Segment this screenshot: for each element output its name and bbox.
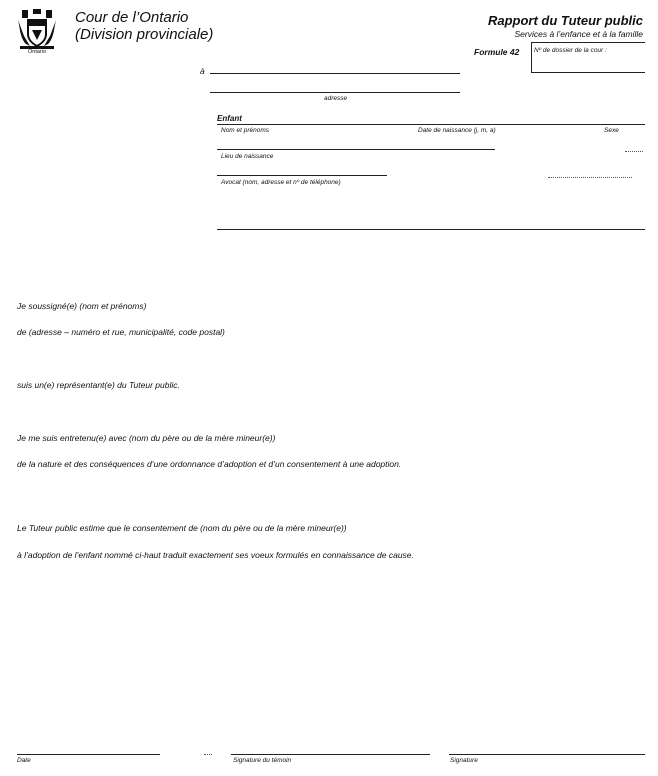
address-line[interactable] <box>210 92 460 93</box>
date-separator <box>204 754 212 755</box>
date-field[interactable] <box>17 754 160 755</box>
nature-statement: de la nature et des conséquences d’une ordonnance d’adoption et d’un consentement à une adoption. <box>17 459 402 469</box>
lawyer-label: Avocat (nom, adresse et nº de téléphone) <box>221 179 341 186</box>
child-birthplace-field[interactable] <box>217 175 387 176</box>
child-top-line <box>217 124 645 125</box>
address-prefix: à <box>200 66 205 76</box>
ontario-coat-of-arms-icon <box>14 8 60 50</box>
form-number: Formule 42 <box>474 47 520 57</box>
adoption-statement: à l’adoption de l’enfant nommé ci-haut traduit exactement ses voeux formulés en connaissance de cause. <box>17 550 414 560</box>
child-extra-field[interactable] <box>548 177 632 178</box>
address-label: adresse <box>324 95 348 102</box>
child-section-label: Enfant <box>217 114 242 123</box>
representative-statement: suis un(e) représentant(e) du Tuteur public. <box>17 380 180 390</box>
report-title: Rapport du Tuteur public <box>487 13 643 28</box>
signature-field[interactable] <box>449 754 645 755</box>
child-sex-label: Sexe <box>604 127 619 134</box>
child-birthplace-label: Lieu de naissance <box>221 153 274 160</box>
child-sex-field[interactable] <box>625 151 643 152</box>
date-label: Date <box>17 757 31 764</box>
child-birthdate-label: Date de naissance (j, m, a) <box>418 127 496 134</box>
child-name-field[interactable] <box>217 149 495 150</box>
address-statement: de (adresse – numéro et rue, municipalité, code postal) <box>17 327 225 337</box>
lawyer-field[interactable] <box>217 229 645 230</box>
report-subtitle: Services à l’enfance et à la famille <box>514 29 643 39</box>
undersigned-statement: Je soussigné(e) (nom et prénoms) <box>17 301 147 311</box>
logo-caption: Ontario <box>28 49 47 55</box>
court-name: Cour de l’Ontario <box>75 9 189 26</box>
interview-statement: Je me suis entretenu(e) avec (nom du père ou de la mère mineur(e)) <box>17 433 276 443</box>
file-number-label: Nº de dossier de la cour : <box>534 47 607 54</box>
signature-label: Signature <box>450 757 478 764</box>
witness-signature-label: Signature du témoin <box>233 757 292 764</box>
estimate-statement: Le Tuteur public estime que le consentement de (nom du père ou de la mère mineur(e)) <box>17 523 347 533</box>
recipient-line[interactable] <box>210 73 460 74</box>
court-division: (Division provinciale) <box>75 26 214 43</box>
child-name-label: Nom et prénoms <box>221 127 270 134</box>
witness-signature-field[interactable] <box>231 754 430 755</box>
